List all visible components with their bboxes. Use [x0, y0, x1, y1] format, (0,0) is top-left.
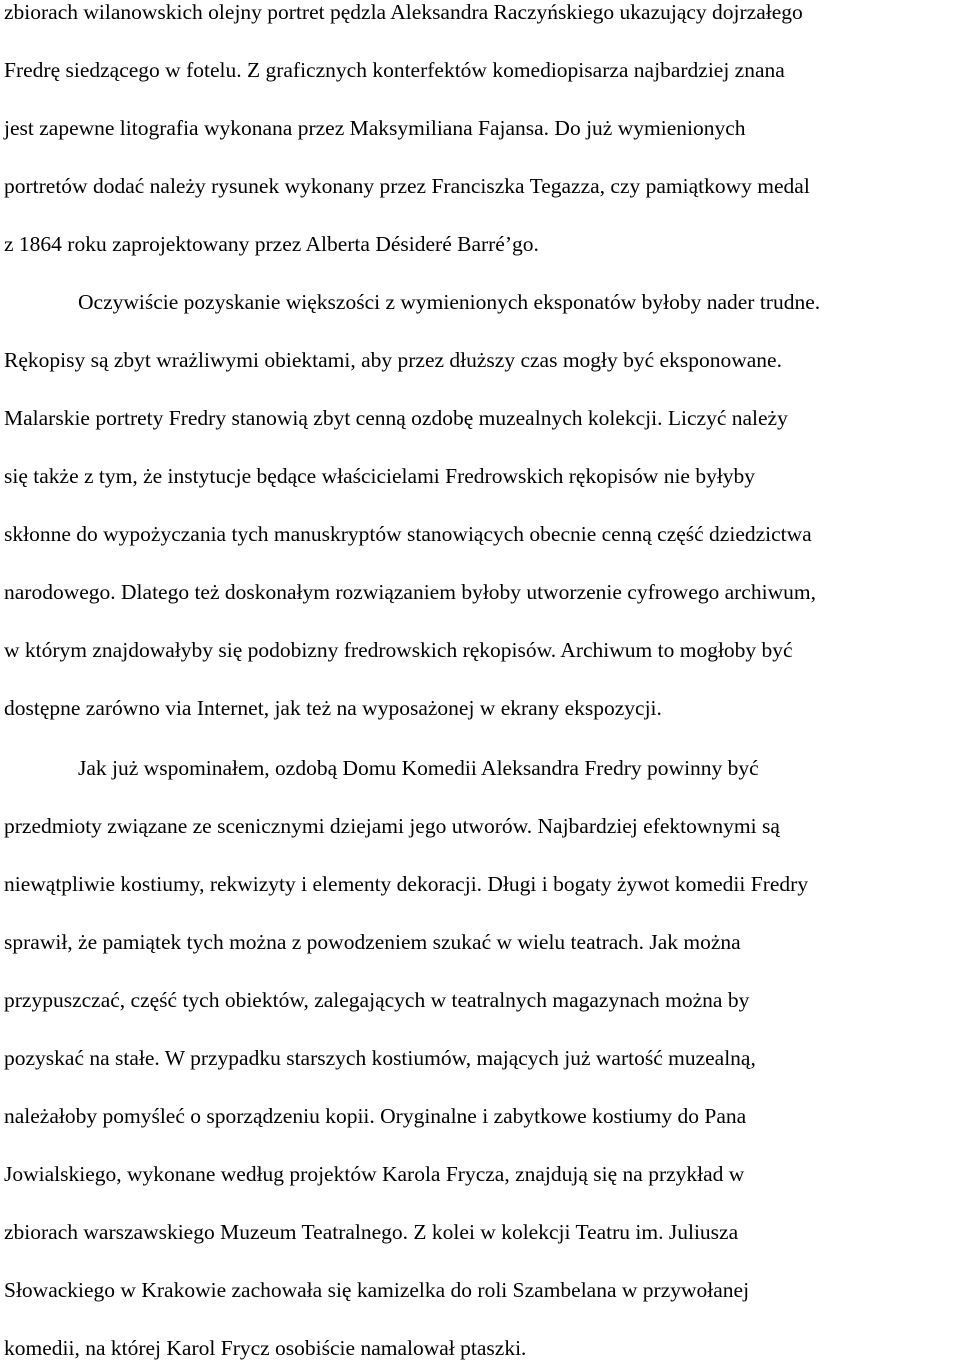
text-line: jest zapewne litografia wykonana przez Maksymiliana Fajansa. Do już wymienionych — [4, 116, 746, 140]
text-line: w którym znajdowałyby się podobizny fredrowskich rękopisów. Archiwum to mogłoby być — [4, 638, 793, 662]
text-line: zbiorach wilanowskich olejny portret pędzla Aleksandra Raczyńskiego ukazujący dojrzałego — [4, 0, 803, 24]
text-line: przedmioty związane ze scenicznymi dziejami jego utworów. Najbardziej efektownymi są — [4, 814, 780, 838]
text-line: dostępne zarówno via Internet, jak też na wyposażonej w ekrany ekspozycji. — [4, 696, 662, 720]
text-line: Rękopisy są zbyt wrażliwymi obiektami, aby przez dłuższy czas mogły być eksponowane. — [4, 348, 782, 372]
text-line: Jowialskiego, wykonane według projektów Karola Frycza, znajdują się na przykład w — [4, 1162, 745, 1186]
text-line: należałoby pomyśleć o sporządzeniu kopii. Oryginalne i zabytkowe kostiumy do Pana — [4, 1104, 747, 1128]
text-line: się także z tym, że instytucje będące właścicielami Fredrowskich rękopisów nie byłyby — [4, 464, 756, 488]
text-line: Oczywiście pozyskanie większości z wymienionych eksponatów byłoby nader trudne. — [78, 290, 821, 314]
text-line: niewątpliwie kostiumy, rekwizyty i elementy dekoracji. Długi i bogaty żywot komedii Fredry — [4, 872, 809, 896]
text-line: Jak już wspominałem, ozdobą Domu Komedii Aleksandra Fredry powinny być — [78, 756, 759, 780]
text-line: skłonne do wypożyczania tych manuskryptów stanowiących obecnie cenną część dziedzictwa — [4, 522, 812, 546]
text-line: zbiorach warszawskiego Muzeum Teatralnego. Z kolei w kolekcji Teatru im. Juliusza — [4, 1220, 739, 1244]
text-line: sprawił, że pamiątek tych można z powodzeniem szukać w wielu teatrach. Jak można — [4, 930, 741, 954]
text-line: przypuszczać, część tych obiektów, zalegających w teatralnych magazynach można by — [4, 988, 750, 1012]
text-line: narodowego. Dlatego też doskonałym rozwiązaniem byłoby utworzenie cyfrowego archiwum, — [4, 580, 816, 604]
text-line: Słowackiego w Krakowie zachowała się kamizelka do roli Szambelana w przywołanej — [4, 1278, 750, 1302]
text-line: Malarskie portrety Fredry stanowią zbyt cenną ozdobę muzealnych kolekcji. Liczyć należy — [4, 406, 788, 430]
text-line: portretów dodać należy rysunek wykonany przez Franciszka Tegazza, czy pamiątkowy medal — [4, 174, 810, 198]
text-line: z 1864 roku zaprojektowany przez Alberta Désideré Barré’go. — [4, 232, 539, 256]
text-line: pozyskać na stałe. W przypadku starszych kostiumów, mających już wartość muzealną, — [4, 1046, 756, 1070]
text-line: Fredrę siedzącego w fotelu. Z graficznych konterfektów komediopisarza najbardziej znana — [4, 58, 785, 82]
text-line: komedii, na której Karol Frycz osobiście namalował ptaszki. — [4, 1336, 527, 1360]
